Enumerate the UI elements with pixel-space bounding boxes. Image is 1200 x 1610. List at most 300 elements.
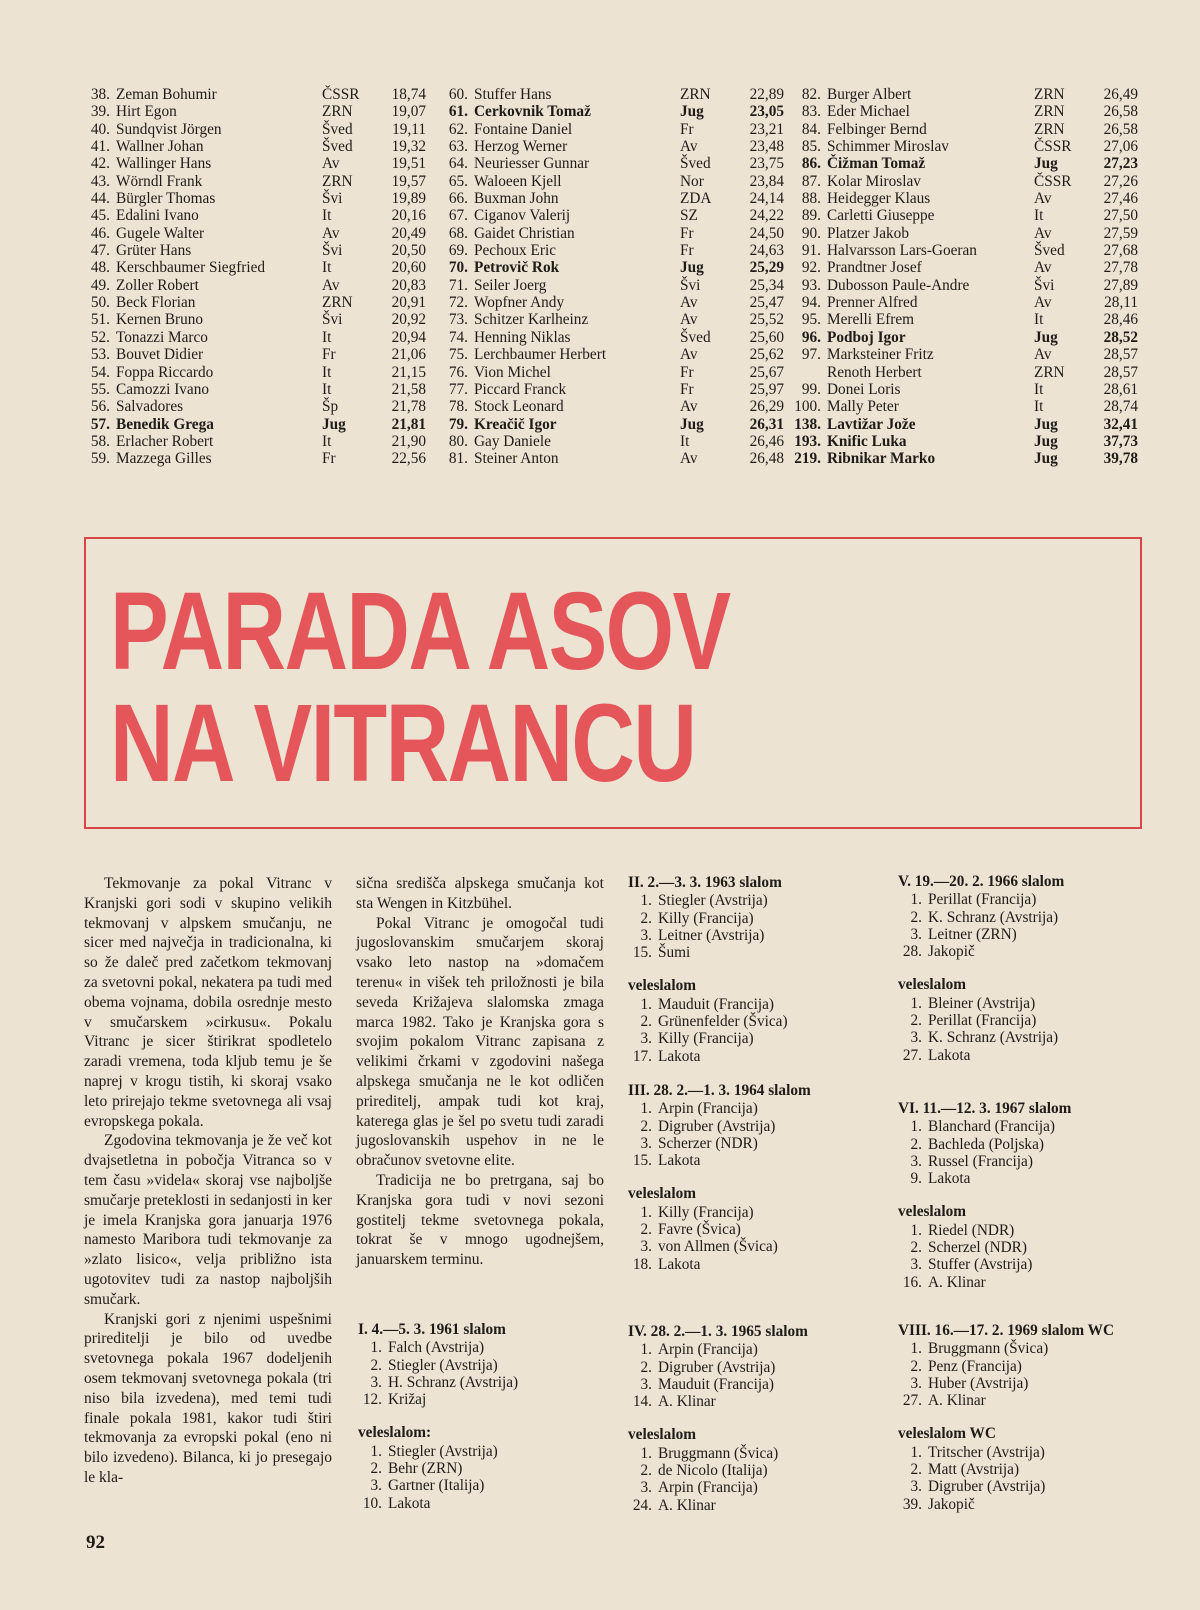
result-row [84,103,424,120]
result-name: Pechoux Eric [474,242,556,260]
result-row [436,172,784,190]
result-time: 22,89 [749,86,784,103]
result-country: It [322,207,332,225]
placing-list [898,1118,1071,1187]
result-name: Neuriesser Gunnar [474,155,590,173]
placing-rank: 3. [370,1477,382,1495]
result-name: Wallinger Hans [116,155,212,173]
result-row [793,277,1143,294]
placing-skier: Mauduit (Francija) [658,995,774,1013]
placing-skier: Lakota [658,1152,701,1170]
history-1966 [898,873,1064,1064]
result-time: 26,49 [1103,86,1138,103]
result-row [84,225,424,242]
result-rank: 55. [90,380,110,398]
placing-skier: Leitner (ZRN) [928,925,1017,943]
placing-rank: 14. [632,1393,652,1411]
result-name: Lerchbaumer Herbert [474,346,607,364]
result-time: 21,58 [391,380,426,398]
result-time: 27,46 [1103,190,1138,208]
placing-rank: 3. [910,1256,922,1274]
placing-skier: K. Schranz (Avstrija) [928,1029,1059,1047]
placing-item [628,944,788,961]
result-row [436,242,784,260]
result-row [84,138,424,155]
result-rank: 77. [448,380,468,398]
result-rank: 78. [448,398,468,416]
placing-rank: 3. [640,1238,652,1256]
result-country: Nor [680,172,704,190]
result-time: 20,50 [391,242,426,260]
placing-item [628,1359,808,1376]
result-time: 27,68 [1103,242,1138,260]
result-rank: 74. [448,328,468,346]
result-country: Švi [322,190,343,208]
result-row [84,398,424,415]
placing-rank: 2. [640,1358,652,1376]
result-country: It [322,259,332,277]
result-country: ZRN [322,103,353,121]
result-time: 26,58 [1103,120,1138,138]
result-row [84,364,424,381]
placing-rank: 2. [910,1135,922,1153]
placing-item [898,1340,1114,1357]
placing-list [358,1339,518,1408]
result-row [793,103,1143,120]
event-heading: VI. 11.—12. 3. 1967 slalom [898,1100,1072,1117]
placing-rank: 3. [640,926,652,944]
result-name: Henning Niklas [474,328,571,346]
placing-item [628,1048,788,1065]
result-time: 39,78 [1103,450,1138,468]
placing-rank: 1. [640,1203,652,1221]
result-country: ZRN [1034,363,1065,381]
result-rank: 52. [90,328,110,346]
result-name: Camozzi Ivano [116,380,210,398]
placing-item [358,1357,518,1374]
placing-rank: 3. [640,1134,652,1152]
result-time: 27,26 [1103,172,1138,190]
result-rank: 88. [801,190,821,208]
history-1967 [898,1100,1071,1291]
placing-rank: 27. [902,1392,922,1410]
placing-rank: 28. [902,943,922,961]
result-time: 19,11 [392,120,426,138]
placing-list [628,1445,808,1514]
result-name: Piccard Franck [474,380,567,398]
placing-item [628,1497,808,1514]
placing-item [358,1374,518,1391]
placing-rank: 2. [640,1013,652,1031]
result-name: Vion Michel [474,363,551,381]
event-heading: IV. 28. 2.—1. 3. 1965 slalom [628,1323,808,1340]
placing-rank: 1. [370,1442,382,1460]
result-country: ZDA [680,190,712,208]
result-country: Fr [680,224,694,242]
result-rank: 51. [90,311,110,329]
result-rank: 97. [801,346,821,364]
result-time: 21,78 [391,398,426,416]
article-text-column-2 [356,874,604,1270]
result-country: Jug [1034,155,1058,173]
placing-item [898,1392,1114,1409]
result-time: 20,83 [391,276,426,294]
result-time: 28,57 [1103,363,1138,381]
result-row [793,242,1143,259]
history-1963 [628,874,788,1065]
result-time: 23,75 [749,155,784,173]
event-heading: I. 4.—5. 3. 1961 slalom [358,1321,506,1338]
placing-item [358,1391,518,1408]
result-country: Av [680,450,698,468]
result-country: Šved [322,120,353,138]
result-name: Ribnikar Marko [827,450,936,468]
result-rank: 72. [448,294,468,312]
result-time: 25,60 [749,328,784,346]
result-country: Jug [680,259,704,277]
result-time: 28,52 [1103,328,1138,346]
result-country: Švi [680,276,701,294]
result-country: Šved [680,328,711,346]
result-country: Jug [1034,328,1058,346]
result-rank: 73. [448,311,468,329]
result-time: 27,89 [1103,276,1138,294]
placing-skier: Stiegler (Avstrija) [388,1442,498,1460]
placing-item [628,910,788,927]
result-name: Grüter Hans [116,242,192,260]
placing-item [628,1256,811,1273]
result-rank: 44. [90,190,110,208]
result-rank: 82. [801,86,821,103]
result-country: Av [680,398,698,416]
giant-slalom-heading: veleslalom [898,1203,966,1221]
placing-rank: 17. [632,1047,652,1065]
placing-skier: Scherzer (NDR) [658,1134,758,1152]
result-name: Foppa Riccardo [116,363,214,381]
history-1965 [628,1323,808,1514]
result-country: Jug [322,415,346,433]
result-time: 19,57 [391,172,426,190]
placing-item [898,1375,1114,1392]
result-row [84,277,424,294]
result-time: 20,49 [391,224,426,242]
results-column-1 [84,86,424,476]
result-row [436,311,784,329]
result-row [436,207,784,225]
result-rank: 56. [90,398,110,416]
placing-rank: 16. [902,1273,922,1291]
result-row [436,120,784,138]
result-time: 21,81 [391,415,426,433]
result-country: ZRN [322,294,353,312]
result-time: 25,62 [749,346,784,364]
placing-rank: 2. [910,1239,922,1257]
article-paragraph: Kranjski gori z njenimi uspešnimi prireditelji je bilo od uvedbe svetovnega pokala 1967 dodeljenih osem tekmovanj svetovnega pokala (tri niso bila izvedena), med temi tudi finale pokala 1981, kakor tudi štiri tekmovanja za evropski pokal (eno ni bilo izvedeno). Bilanca, ki jo presegajo le kla- [84,1310,332,1486]
result-rank: 53. [90,346,110,364]
result-row [793,207,1143,224]
result-rank: 76. [448,363,468,381]
result-name: Prenner Alfred [827,294,918,312]
result-time: 24,22 [749,207,784,225]
result-name: Halvarsson Lars-Goeran [827,242,977,260]
placing-item [628,892,788,909]
result-row [793,329,1143,346]
result-rank: 57. [90,415,110,433]
result-row [793,155,1143,172]
result-country: Av [322,276,340,294]
result-name: Felbinger Bernd [827,120,927,138]
result-rank: 91. [801,242,821,260]
result-rank: 70. [448,259,468,277]
result-name: Bouvet Didier [116,346,204,364]
result-country: Av [680,138,698,156]
placing-rank: 2. [640,1221,652,1239]
result-time: 32,41 [1103,415,1138,433]
result-rank: 65. [448,172,468,190]
placing-item [628,1221,811,1238]
placing-rank: 1. [910,1340,922,1358]
placing-skier: A. Klinar [658,1496,716,1514]
result-country: ČSSR [1034,172,1072,190]
placing-rank: 3. [370,1373,382,1391]
result-time: 23,48 [749,138,784,156]
result-name: Lavtižar Jože [827,415,916,433]
result-row [793,346,1143,363]
result-name: Gaidet Christian [474,224,575,242]
placing-skier: Killy (Francija) [658,909,754,927]
result-row [436,276,784,294]
result-name: Mazzega Gilles [116,450,212,468]
result-country: Fr [680,380,694,398]
placing-item [898,891,1064,908]
result-row [84,346,424,363]
result-name: Schimmer Miroslav [827,138,949,156]
result-country: Jug [680,415,704,433]
placing-item [628,1445,808,1462]
placing-item [898,1239,1071,1256]
placing-item [898,909,1064,926]
history-1969 [898,1322,1114,1513]
placing-skier: Behr (ZRN) [388,1460,463,1478]
placing-item [628,1204,811,1221]
placing-skier: Favre (Švica) [658,1221,741,1239]
placing-skier: Huber (Avstrija) [928,1374,1029,1392]
placing-item [358,1339,518,1356]
article-paragraph: Tradicija ne bo pretrgana, saj bo Kranjska gora tudi v novi sezoni gostitelj tekme svetovnega pokala, tokrat še v mnogo ugodnejšem, januarskem terminu. [356,1171,604,1269]
placing-rank: 10. [362,1494,382,1512]
result-country: ZRN [1034,103,1065,121]
result-time: 20,94 [391,328,426,346]
result-time: 26,48 [749,450,784,468]
result-row [84,416,424,433]
result-rank: 50. [90,294,110,312]
result-time: 28,11 [1104,294,1138,312]
result-name: Salvadores [116,398,184,416]
placing-rank: 2. [640,1117,652,1135]
result-country: It [322,328,332,346]
placing-skier: Perillat (Francija) [928,891,1037,909]
placing-list [628,1341,808,1410]
placing-skier: Jakopič [928,943,975,961]
result-rank: 46. [90,224,110,242]
result-country: Švi [322,311,343,329]
result-row [436,450,784,468]
placing-item [898,1029,1064,1046]
placing-list [898,1444,1114,1513]
result-name: Seiler Joerg [474,276,547,294]
placing-rank: 12. [362,1391,382,1409]
placing-skier: Bruggmann (Švica) [658,1444,779,1462]
event-heading: V. 19.—20. 2. 1966 slalom [898,873,1065,890]
placing-list [358,1443,518,1512]
placing-item [898,1256,1071,1273]
result-rank: 40. [90,120,110,138]
placing-skier: Lakota [928,1046,971,1064]
result-name: Zeman Bohumir [116,86,217,103]
placing-list [898,1340,1114,1409]
page-number: 92 [86,1532,105,1553]
result-name: Čižman Tomaž [827,155,926,173]
placing-item [898,1012,1064,1029]
placing-rank: 1. [910,1221,922,1239]
result-name: Erlacher Robert [116,432,214,450]
result-name: Carletti Giuseppe [827,207,935,225]
result-rank: 61. [448,103,468,121]
placing-list [628,1204,811,1273]
result-row [436,294,784,312]
result-country: Švi [322,242,343,260]
result-country: Šved [680,155,711,173]
result-name: Tonazzi Marco [116,328,208,346]
result-rank: 38. [90,86,110,103]
result-name: Gay Daniele [474,432,551,450]
result-rank: 54. [90,363,110,381]
result-name: Schitzer Karlheinz [474,311,589,329]
result-time: 26,29 [749,398,784,416]
result-country: It [1034,380,1044,398]
history-1961 [358,1321,518,1512]
result-time: 28,61 [1103,380,1138,398]
result-rank: 39. [90,103,110,121]
placing-skier: Digruber (Avstrija) [928,1478,1046,1496]
placing-skier: Russel (Francija) [928,1152,1033,1170]
result-time: 27,78 [1103,259,1138,277]
result-row [436,346,784,364]
result-time: 20,91 [391,294,426,312]
article-paragraph: sična središča alpskega smučanja kot sta Wengen in Kitzbühel. [356,875,604,912]
event-heading: II. 2.—3. 3. 1963 slalom [628,874,782,891]
result-time: 26,31 [749,415,784,433]
placing-skier: K. Schranz (Avstrija) [928,908,1059,926]
result-country: Jug [680,103,704,121]
result-row [793,311,1143,328]
placing-item [898,1153,1071,1170]
result-time: 27,59 [1103,224,1138,242]
placing-skier: Stuffer (Avstrija) [928,1256,1033,1274]
result-country: SZ [680,207,698,225]
placing-rank: 24. [632,1496,652,1514]
result-name: Merelli Efrem [827,311,915,329]
giant-slalom-heading: veleslalom WC [898,1425,996,1443]
result-name: Sundqvist Jörgen [116,120,222,138]
result-time: 21,90 [391,432,426,450]
placing-skier: Lakota [388,1494,431,1512]
article-paragraph: Pokal Vitranc je omogočal tudi jugoslovanskim smučarjem skoraj vsako leto nastop na »domačem terenu« in višek teh priložnosti je bila seveda Križajeva slalomska zmaga marca 1982. Tako je Kranjska gora s svojim pokalom Vitranc zapisana z velikimi črkami v zgodovini našega alpskega smučanja ne le kot odličen prireditelj, ampak tudi kot kraj, katerega glas je šel po svetu tudi zaradi jugoslovanskih uspehov in ne le obračunov svetovne elite. [356,914,604,1170]
result-rank: 58. [90,432,110,450]
result-row [436,103,784,121]
result-name: Heidegger Klaus [827,190,931,208]
result-time: 19,89 [391,190,426,208]
result-country: Šved [1034,242,1065,260]
result-country: Av [1034,259,1052,277]
result-rank: 42. [90,155,110,173]
result-time: 20,92 [391,311,426,329]
placing-rank: 2. [640,909,652,927]
result-rank: 96. [801,328,821,346]
result-rank: 71. [448,276,468,294]
result-country: It [1034,207,1044,225]
placing-item [898,1118,1071,1135]
result-time: 24,50 [749,224,784,242]
placing-rank: 1. [640,1341,652,1359]
placing-skier: Gartner (Italija) [388,1477,485,1495]
result-name: Renoth Herbert [827,363,922,381]
placing-rank: 2. [910,908,922,926]
placing-skier: Matt (Avstrija) [928,1461,1020,1479]
placing-item [628,1341,808,1358]
placing-skier: Arpin (Francija) [658,1100,758,1118]
result-name: Donei Loris [827,380,901,398]
placing-rank: 1. [910,1443,922,1461]
result-time: 25,52 [749,311,784,329]
result-country: Jug [1034,450,1058,468]
placing-item [358,1460,518,1477]
result-row [436,398,784,416]
result-rank: 68. [448,224,468,242]
placing-item [898,1222,1071,1239]
placing-item [358,1477,518,1494]
result-time: 25,29 [749,259,784,277]
result-time: 28,57 [1103,346,1138,364]
result-name: Eder Michael [827,103,910,121]
placing-skier: Lakota [658,1255,701,1273]
result-country: ZRN [1034,86,1065,103]
result-time: 21,06 [391,346,426,364]
result-country: Fr [680,363,694,381]
result-row [793,86,1143,103]
placing-item [898,926,1064,943]
giant-slalom-heading: veleslalom [628,977,696,995]
result-time: 25,47 [749,294,784,312]
result-row [436,363,784,381]
result-row [84,381,424,398]
result-rank: 62. [448,120,468,138]
placing-skier: Digruber (Avstrija) [658,1117,776,1135]
placing-item [358,1443,518,1460]
result-name: Stuffer Hans [474,86,552,103]
result-row [436,259,784,277]
result-row [84,86,424,103]
placing-item [898,1358,1114,1375]
result-time: 19,32 [391,138,426,156]
result-time: 25,97 [749,380,784,398]
giant-slalom-heading: veleslalom [898,976,966,994]
placing-skier: Mauduit (Francija) [658,1375,774,1393]
result-time: 22,56 [391,450,426,468]
placing-skier: Bruggmann (Švica) [928,1340,1049,1358]
placing-skier: Scherzel (NDR) [928,1239,1027,1257]
result-country: Fr [680,120,694,138]
